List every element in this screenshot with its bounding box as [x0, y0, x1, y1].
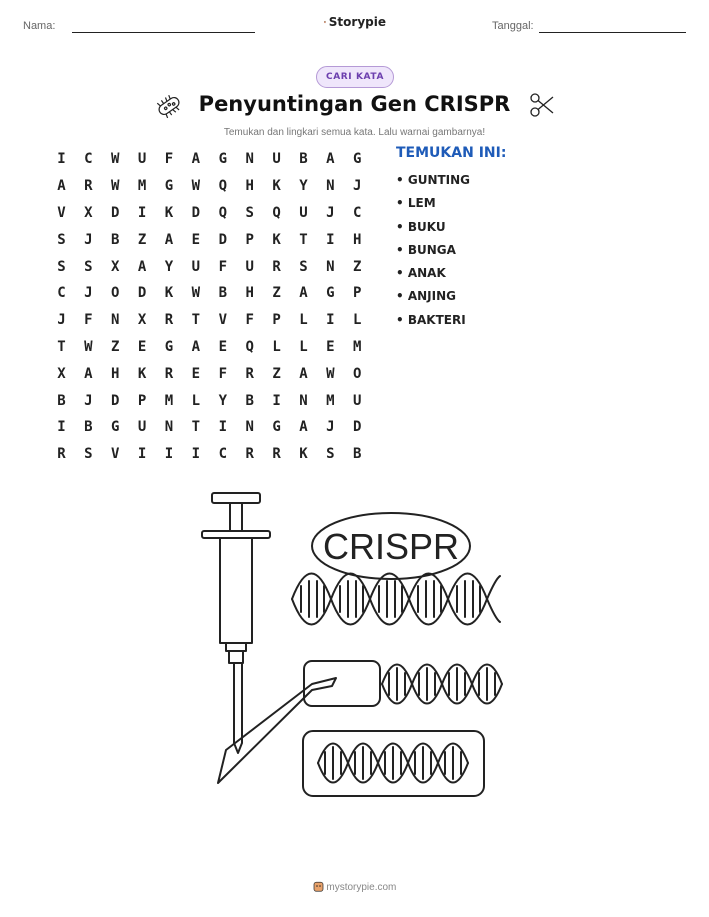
grid-cell[interactable]: X	[137, 312, 147, 329]
grid-cell[interactable]: G	[272, 419, 281, 436]
grid-cell[interactable]: L	[299, 312, 308, 329]
grid-cell[interactable]: R	[272, 446, 281, 463]
word-list-item: • ANJING	[396, 289, 456, 304]
grid-cell[interactable]: D	[137, 285, 147, 302]
grid-cell[interactable]: E	[326, 338, 335, 355]
grid-cell[interactable]: B	[218, 285, 227, 302]
grid-cell[interactable]: L	[353, 312, 362, 329]
grid-cell[interactable]: A	[164, 231, 174, 248]
grid-cell[interactable]: I	[326, 312, 335, 329]
word-list-item: • LEM	[396, 196, 436, 211]
grid-cell[interactable]: A	[191, 338, 201, 355]
grid-cell[interactable]: B	[353, 446, 362, 463]
grid-cell[interactable]: J	[326, 419, 335, 436]
crispr-illustration	[200, 488, 510, 803]
storypie-logo-icon	[324, 14, 326, 30]
grid-cell[interactable]: H	[353, 231, 362, 248]
grid-cell[interactable]: K	[272, 178, 281, 195]
grid-cell[interactable]: S	[245, 204, 254, 221]
grid-cell[interactable]: E	[137, 338, 147, 355]
grid-cell[interactable]: Q	[218, 204, 227, 221]
date-label: Tanggal:	[492, 20, 534, 32]
grid-cell[interactable]: X	[84, 204, 93, 221]
grid-cell[interactable]: E	[191, 231, 201, 248]
grid-cell[interactable]: V	[218, 312, 227, 329]
grid-cell[interactable]: F	[218, 258, 227, 275]
grid-cell[interactable]: E	[191, 365, 201, 382]
grid-cell[interactable]: K	[299, 446, 308, 463]
footer-url[interactable]: mystorypie.com	[326, 882, 397, 893]
grid-cell[interactable]: P	[272, 312, 281, 329]
grid-cell[interactable]: H	[245, 178, 254, 195]
word-list-item: • BUKU	[396, 219, 446, 234]
grid-cell[interactable]: F	[218, 365, 227, 382]
grid-cell[interactable]: S	[326, 446, 335, 463]
grid-cell[interactable]: Z	[137, 231, 147, 248]
grid-cell[interactable]: G	[164, 178, 174, 195]
grid-cell[interactable]: W	[84, 338, 93, 355]
grid-cell[interactable]: F	[245, 312, 254, 329]
grid-cell[interactable]: I	[57, 419, 66, 436]
grid-cell[interactable]: U	[137, 151, 147, 168]
grid-cell[interactable]: E	[218, 338, 227, 355]
grid-cell[interactable]: U	[272, 151, 281, 168]
grid-cell[interactable]: I	[191, 446, 201, 463]
grid-cell[interactable]: R	[84, 178, 93, 195]
grid-cell[interactable]: I	[218, 419, 227, 436]
crispr-label: CRISPR	[322, 526, 460, 567]
grid-cell[interactable]: Q	[218, 178, 227, 195]
grid-cell[interactable]: R	[245, 446, 254, 463]
grid-cell[interactable]: R	[245, 365, 254, 382]
grid-cell[interactable]: F	[84, 312, 93, 329]
grid-cell[interactable]: B	[57, 392, 66, 409]
grid-cell[interactable]: J	[353, 178, 362, 195]
grid-cell[interactable]: N	[245, 151, 254, 168]
grid-cell[interactable]: M	[353, 338, 362, 355]
grid-cell[interactable]: D	[353, 419, 362, 436]
grid-cell[interactable]: Z	[272, 285, 281, 302]
grid-cell[interactable]: J	[326, 204, 335, 221]
grid-cell[interactable]: U	[299, 204, 308, 221]
grid-cell[interactable]: L	[272, 338, 281, 355]
grid-cell[interactable]: N	[245, 419, 254, 436]
grid-cell[interactable]: A	[299, 285, 308, 302]
grid-cell[interactable]: K	[137, 365, 147, 382]
grid-cell[interactable]: C	[57, 285, 66, 302]
grid-cell[interactable]: I	[164, 446, 174, 463]
grid-cell[interactable]: X	[57, 365, 66, 382]
grid-cell[interactable]: I	[137, 446, 147, 463]
grid-cell[interactable]: M	[326, 392, 335, 409]
grid-cell[interactable]: A	[191, 151, 201, 168]
grid-cell[interactable]: Z	[111, 338, 120, 355]
grid-cell[interactable]: U	[191, 258, 201, 275]
grid-cell[interactable]: I	[272, 392, 281, 409]
grid-cell[interactable]: G	[111, 419, 120, 436]
grid-cell[interactable]: N	[326, 258, 335, 275]
grid-cell[interactable]: I	[57, 151, 66, 168]
grid-cell[interactable]: O	[353, 365, 362, 382]
dna-strand-bottom	[318, 744, 468, 783]
grid-cell[interactable]: V	[111, 446, 120, 463]
grid-cell[interactable]: A	[326, 151, 335, 168]
grid-cell[interactable]: C	[353, 204, 362, 221]
footer	[0, 880, 709, 893]
grid-cell[interactable]: T	[57, 338, 66, 355]
syringe-icon	[202, 493, 270, 753]
grid-cell[interactable]: L	[191, 392, 201, 409]
grid-cell[interactable]: O	[111, 285, 120, 302]
grid-cell[interactable]: M	[164, 392, 174, 409]
grid-cell[interactable]: B	[245, 392, 254, 409]
grid-cell[interactable]: K	[164, 204, 174, 221]
grid-cell[interactable]: P	[137, 392, 147, 409]
grid-cell[interactable]: D	[111, 392, 120, 409]
grid-cell[interactable]: R	[57, 446, 66, 463]
word-list-item: • BAKTERI	[396, 312, 466, 327]
grid-cell[interactable]: Y	[218, 392, 227, 409]
dna-strand-top	[292, 574, 500, 625]
grid-cell[interactable]: A	[137, 258, 147, 275]
grid-cell[interactable]: R	[272, 258, 281, 275]
grid-cell[interactable]: N	[299, 392, 308, 409]
grid-cell[interactable]: A	[84, 365, 93, 382]
instructions: Temukan dan lingkari semua kata. Lalu warnai gambarnya!	[223, 127, 486, 138]
grid-cell[interactable]: T	[299, 231, 308, 248]
grid-cell[interactable]: G	[353, 151, 362, 168]
grid-cell[interactable]: W	[326, 365, 335, 382]
word-list-item: • GUNTING	[396, 173, 471, 187]
grid-cell[interactable]: H	[245, 285, 254, 302]
name-line[interactable]	[72, 32, 255, 33]
grid-cell[interactable]: I	[326, 231, 335, 248]
word-search-grid[interactable]	[48, 146, 371, 468]
grid-cell[interactable]: C	[84, 151, 93, 168]
grid-cell[interactable]: A	[57, 178, 66, 195]
grid-cell[interactable]: J	[84, 285, 93, 302]
grid-cell[interactable]: W	[191, 178, 201, 195]
word-list-item: • ANAK	[396, 266, 446, 281]
activity-badge: CARI KATA	[316, 66, 394, 88]
grid-cell[interactable]: U	[245, 258, 254, 275]
word-list-item: • BUNGA	[396, 242, 456, 257]
grid-cell[interactable]: W	[111, 178, 120, 195]
grid-cell[interactable]: L	[299, 338, 308, 355]
grid-cell[interactable]: J	[84, 392, 93, 409]
grid-cell[interactable]: D	[218, 231, 227, 248]
grid-cell[interactable]: P	[245, 231, 254, 248]
grid-cell[interactable]: S	[57, 258, 66, 275]
grid-cell[interactable]: D	[111, 204, 120, 221]
grid-cell[interactable]: J	[57, 312, 66, 329]
grid-cell[interactable]: J	[84, 231, 93, 248]
grid-cell[interactable]: D	[191, 204, 201, 221]
grid-cell[interactable]: Y	[299, 178, 308, 195]
grid-cell[interactable]: X	[111, 258, 120, 275]
grid-cell[interactable]: G	[326, 285, 335, 302]
grid-cell[interactable]: B	[299, 151, 308, 168]
word-list-title: TEMUKAN INI:	[396, 145, 507, 161]
grid-cell[interactable]: G	[218, 151, 227, 168]
grid-cell[interactable]: C	[218, 446, 227, 463]
date-line[interactable]	[539, 32, 686, 33]
page-title: Penyuntingan Gen CRISPR	[198, 92, 511, 116]
grid-cell[interactable]: S	[84, 446, 93, 463]
word-list	[396, 170, 470, 333]
grid-cell[interactable]: T	[191, 312, 201, 329]
grid-cell[interactable]: F	[164, 151, 174, 168]
grid-cell[interactable]: P	[353, 285, 362, 302]
grid-cell[interactable]: Q	[272, 204, 281, 221]
grid-cell[interactable]: H	[111, 365, 120, 382]
grid-cell[interactable]: S	[84, 258, 93, 275]
grid-cell[interactable]: A	[299, 419, 308, 436]
grid-cell[interactable]: N	[164, 419, 174, 436]
grid-cell[interactable]: N	[326, 178, 335, 195]
grid-cell[interactable]: Z	[272, 365, 281, 382]
grid-cell[interactable]: K	[272, 231, 281, 248]
grid-cell[interactable]: I	[137, 204, 147, 221]
grid-cell[interactable]: B	[84, 419, 93, 436]
brand-logo	[324, 13, 386, 31]
grid-cell[interactable]: W	[191, 285, 201, 302]
grid-cell[interactable]: G	[164, 338, 174, 355]
grid-cell[interactable]: S	[299, 258, 308, 275]
grid-cell[interactable]: T	[191, 419, 201, 436]
grid-cell[interactable]: Z	[353, 258, 362, 275]
grid-cell[interactable]: K	[164, 285, 174, 302]
grid-cell[interactable]: N	[111, 312, 120, 329]
dna-strand-middle	[382, 665, 502, 704]
grid-cell[interactable]: S	[57, 231, 66, 248]
name-label: Nama:	[23, 20, 56, 32]
grid-cell[interactable]: A	[299, 365, 308, 382]
grid-cell[interactable]: M	[137, 178, 147, 195]
brand-name: Storypie	[328, 15, 386, 29]
grid-cell[interactable]: R	[164, 312, 174, 329]
grid-cell[interactable]: W	[111, 151, 120, 168]
grid-cell[interactable]: B	[111, 231, 120, 248]
grid-cell[interactable]: R	[164, 365, 174, 382]
storypie-footer-logo-icon	[313, 880, 324, 892]
grid-cell[interactable]: U	[137, 419, 147, 436]
grid-cell[interactable]: Q	[245, 338, 254, 355]
grid-cell[interactable]: Y	[164, 258, 174, 275]
grid-cell[interactable]: U	[353, 392, 362, 409]
grid-cell[interactable]: V	[57, 204, 66, 221]
